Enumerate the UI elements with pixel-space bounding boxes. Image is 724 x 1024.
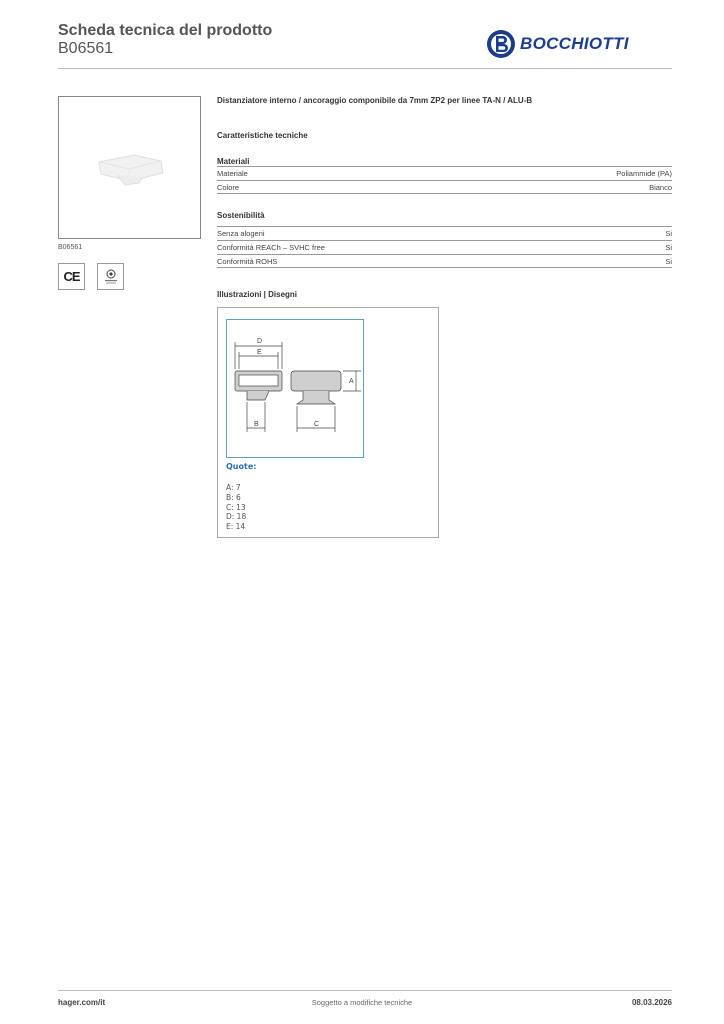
product-code: B06561 xyxy=(58,40,114,57)
table-row xyxy=(217,254,672,268)
product-image-caption: B06561 xyxy=(58,244,83,251)
dimension-label-e: E xyxy=(257,349,262,356)
dimension-label-b: B xyxy=(254,421,259,428)
brand-logo xyxy=(486,28,629,60)
row-label: Materiale xyxy=(217,169,248,178)
list-item: D: 18 xyxy=(226,512,247,522)
footer-website-link[interactable]: hager.com/it xyxy=(58,998,106,1007)
technical-features-heading: Caratteristiche tecniche xyxy=(217,131,308,140)
row-value: Si xyxy=(665,243,672,252)
table-row xyxy=(217,226,672,240)
bocchiotti-logo-icon xyxy=(486,29,516,59)
quotes-list xyxy=(226,483,246,532)
brand-name: BOCCHIOTTI xyxy=(520,34,629,53)
list-item: A: 7 xyxy=(226,483,241,492)
table-row xyxy=(217,166,672,180)
product-image xyxy=(58,96,201,239)
header-divider xyxy=(58,68,672,69)
dimension-drawing-icon xyxy=(227,320,363,457)
table-row xyxy=(217,180,672,194)
product-photo-icon xyxy=(59,97,200,238)
imq-mark-icon xyxy=(97,263,124,290)
quotes-heading: Quote: xyxy=(226,462,257,471)
list-item: E: 14 xyxy=(226,522,246,532)
dimension-label-a: A xyxy=(349,378,354,385)
sustainability-table xyxy=(217,226,672,268)
row-label: Conformità REACh – SVHC free xyxy=(217,243,325,252)
footer-date: 08.03.2026 xyxy=(631,998,672,1007)
dimension-label-d: D xyxy=(257,338,263,345)
row-value: Si xyxy=(665,257,672,266)
row-value: Bianco xyxy=(649,183,672,192)
list-item: B: 6 xyxy=(226,492,241,502)
row-label: Conformità ROHS xyxy=(217,257,278,266)
row-value: Poliammide (PA) xyxy=(616,169,672,178)
dimension-label-c: C xyxy=(314,421,320,428)
materials-table xyxy=(217,166,672,194)
technical-drawing-box xyxy=(217,307,439,538)
row-value: Si xyxy=(665,229,672,238)
materials-heading: Materiali xyxy=(217,157,250,166)
sustainability-heading: Sostenibilità xyxy=(217,211,265,220)
list-item: C: 13 xyxy=(226,502,246,512)
table-row xyxy=(217,240,672,254)
product-description: Distanziatore interno / ancoraggio componibile da 7mm ZP2 per linee TA-N / ALU-B xyxy=(217,96,533,105)
ce-mark-icon: CE xyxy=(58,263,85,290)
footer-divider xyxy=(58,990,672,991)
page-title: Scheda tecnica del prodotto xyxy=(58,22,273,39)
technical-drawing xyxy=(226,319,364,458)
footer-disclaimer: Soggetto a modifiche tecniche xyxy=(311,998,413,1007)
illustrations-heading: Illustrazioni | Disegni xyxy=(217,290,298,299)
row-label: Senza alogeni xyxy=(217,229,265,238)
row-label: Colore xyxy=(217,183,240,192)
